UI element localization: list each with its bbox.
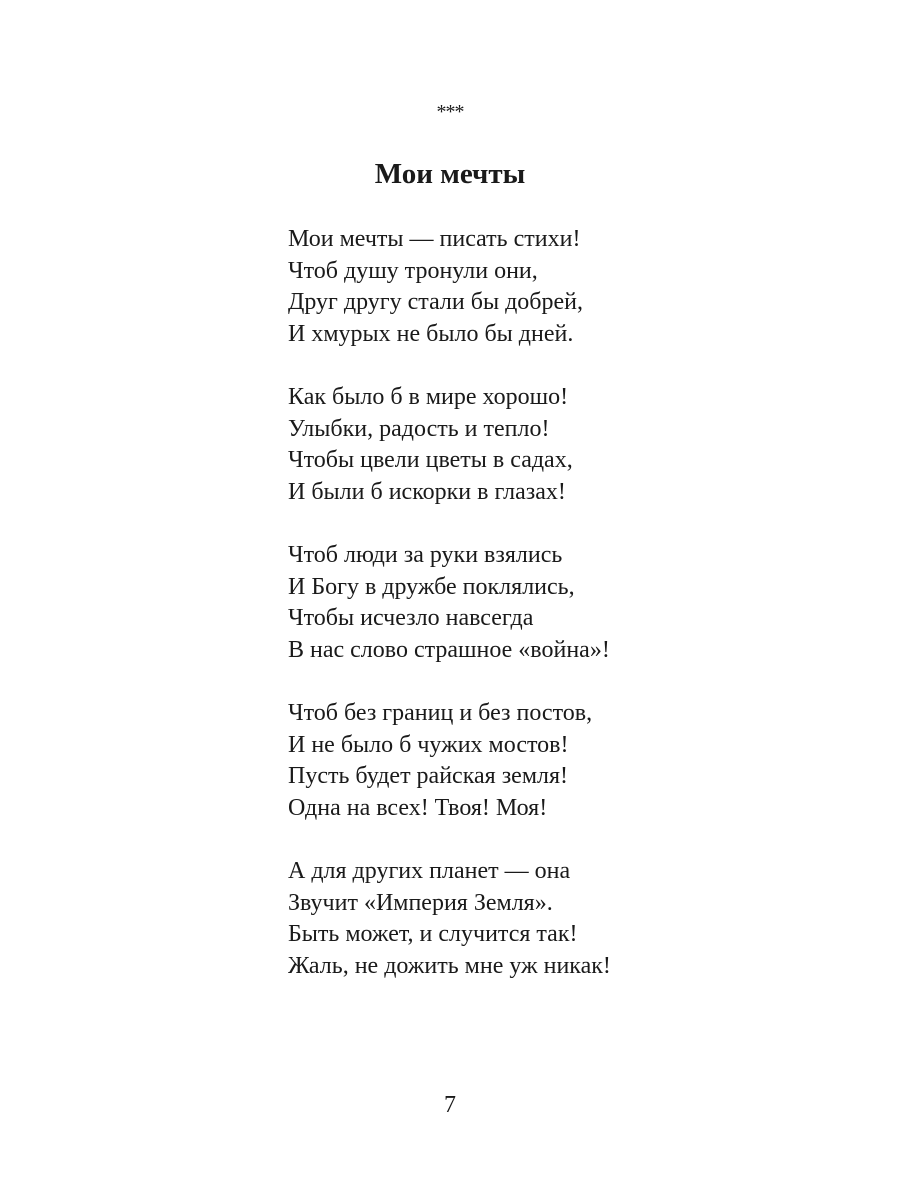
poem-line: Чтоб без границ и без постов,: [288, 700, 593, 726]
poem-line: Звучит «Империя Земля».: [288, 889, 553, 916]
poem-line: Одна на всех! Твоя! Моя!: [288, 794, 548, 821]
poem-line: Чтоб люди за руки взялись: [288, 542, 563, 568]
poem-line: Чтоб душу тронули они,: [288, 257, 538, 284]
poem-body: [288, 224, 708, 1014]
poem-line: Чтобы цвели цветы в садах,: [288, 447, 573, 473]
section-ornament: ***: [436, 101, 464, 123]
poem-line: Улыбки, радость и тепло!: [288, 415, 550, 442]
poem-line: И хмурых не было бы дней.: [288, 320, 574, 347]
poem-line: Мои мечты — писать стихи!: [288, 226, 581, 252]
poem-line: Друг другу стали бы добрей,: [288, 289, 584, 315]
poem-line: Жаль, не дожить мне уж никак!: [288, 952, 611, 979]
page-number: 7: [444, 1092, 456, 1118]
poem-line: А для других планет — она: [288, 858, 571, 884]
stanza-1: [288, 224, 708, 350]
stanza-5: [288, 856, 708, 982]
poem-line: И не было б чужих мостов!: [288, 731, 569, 758]
poem-line: Пусть будет райская земля!: [288, 763, 569, 789]
poem-line: В нас слово страшное «война»!: [288, 636, 610, 663]
poem-line: Как было б в мире хорошо!: [288, 384, 569, 410]
poem-line: Быть может, и случится так!: [288, 921, 578, 947]
stanza-4: [288, 698, 708, 824]
poem-line: И Богу в дружбе поклялись,: [288, 573, 575, 600]
stanza-3: [288, 540, 708, 666]
poem-line: И были б искорки в глазах!: [288, 478, 566, 505]
stanza-2: [288, 382, 708, 508]
poem-line: Чтобы исчезло навсегда: [288, 605, 534, 631]
poem-title: Мои мечты: [374, 158, 526, 190]
